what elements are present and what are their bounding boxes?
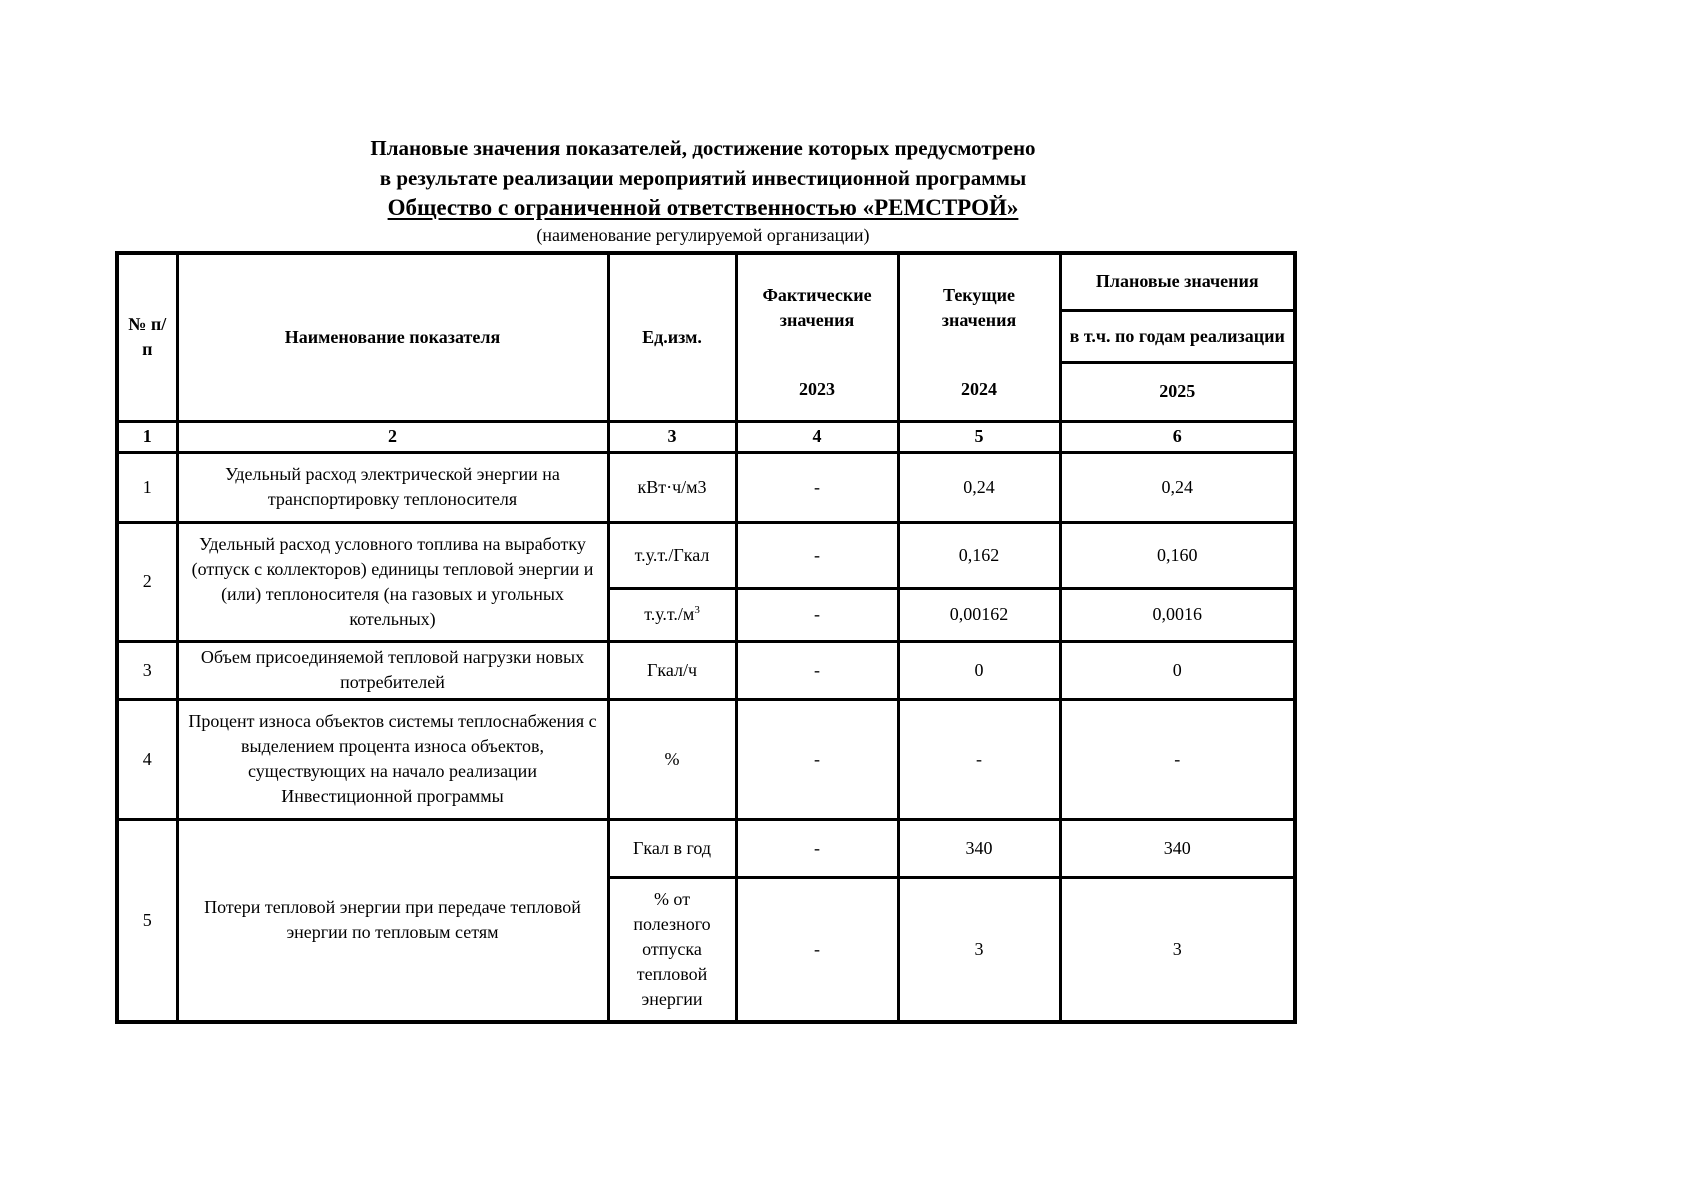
title-line-2: в результате реализации мероприятий инвестиционной программы [379, 166, 1027, 190]
header-fact-label: Фактические значения [762, 285, 872, 330]
header-fact [736, 253, 898, 421]
row-num: 1 [117, 452, 177, 522]
row-plan: 0 [1060, 641, 1295, 699]
table-row [117, 452, 1295, 522]
row-fact: - [736, 641, 898, 699]
header-unit: Ед.изм. [608, 253, 736, 421]
header-current-label: Текущие значения [941, 285, 1017, 330]
column-number: 1 [117, 421, 177, 452]
table-row [117, 699, 1295, 819]
row-current: 3 [898, 877, 1060, 1022]
row-name: Объем присоединяемой тепловой нагрузки новых потребителей [177, 641, 608, 699]
column-number: 2 [177, 421, 608, 452]
header-plan: Плановые значения [1060, 253, 1295, 310]
row-name: Удельный расход условного топлива на выработку (отпуск с коллекторов) единицы тепловой энергии и (или) теплоносителя (на газовых и угольных котельных) [177, 522, 608, 641]
unit-base: т.у.т./м [644, 604, 695, 624]
unit-superscript: 3 [694, 604, 700, 616]
document-header [115, 133, 1291, 248]
row-unit: кВт·ч/м3 [608, 452, 736, 522]
header-plan-sub: в т.ч. по годам реализации [1060, 310, 1295, 362]
header-fact-year: 2023 [799, 379, 835, 399]
row-current: 0,24 [898, 452, 1060, 522]
row-current: 0,00162 [898, 588, 1060, 641]
organization-name: Общество с ограниченной ответственностью «РЕМСТРОЙ» [387, 195, 1019, 220]
title-line-1: Плановые значения показателей, достижение которых предусмотрено [370, 136, 1036, 160]
row-plan: 0,0016 [1060, 588, 1295, 641]
row-unit: % [608, 699, 736, 819]
row-unit: Гкал/ч [608, 641, 736, 699]
row-current: 0 [898, 641, 1060, 699]
header-name: Наименование показателя [177, 253, 608, 421]
row-plan: 0,160 [1060, 522, 1295, 588]
row-unit: Гкал в год [608, 819, 736, 877]
organization-caption: (наименование регулируемой организации) [536, 225, 870, 245]
row-fact: - [736, 452, 898, 522]
indicators-table [115, 251, 1297, 1024]
row-plan: 0,24 [1060, 452, 1295, 522]
row-name: Потери тепловой энергии при передаче тепловой энергии по тепловым сетям [177, 819, 608, 1022]
row-name: Удельный расход электрической энергии на транспортировку теплоносителя [177, 452, 608, 522]
header-row-1 [117, 253, 1295, 310]
row-current: 0,162 [898, 522, 1060, 588]
row-fact: - [736, 588, 898, 641]
column-number: 5 [898, 421, 1060, 452]
row-num: 5 [117, 819, 177, 1022]
row-fact: - [736, 819, 898, 877]
table-row [117, 522, 1295, 588]
row-num: 2 [117, 522, 177, 641]
column-number: 4 [736, 421, 898, 452]
row-current: 340 [898, 819, 1060, 877]
row-unit: % от полезного отпуска тепловой энергии [608, 877, 736, 1022]
row-plan: - [1060, 699, 1295, 819]
row-fact: - [736, 522, 898, 588]
row-num: 4 [117, 699, 177, 819]
row-current: - [898, 699, 1060, 819]
row-plan: 340 [1060, 819, 1295, 877]
row-unit [608, 588, 736, 641]
row-num: 3 [117, 641, 177, 699]
header-num: № п/п [117, 253, 177, 421]
row-unit: т.у.т./Гкал [608, 522, 736, 588]
column-number: 6 [1060, 421, 1295, 452]
row-plan: 3 [1060, 877, 1295, 1022]
column-number: 3 [608, 421, 736, 452]
header-plan-year: 2025 [1060, 362, 1295, 421]
table-row [117, 641, 1295, 699]
header-current-year: 2024 [961, 379, 997, 399]
table-row [117, 819, 1295, 877]
header-current [898, 253, 1060, 421]
column-numbers-row [117, 421, 1295, 452]
row-name: Процент износа объектов системы теплоснабжения с выделением процента износа объектов, существующих на начало реализации Инвестиционной программы [177, 699, 608, 819]
row-fact: - [736, 699, 898, 819]
row-fact: - [736, 877, 898, 1022]
